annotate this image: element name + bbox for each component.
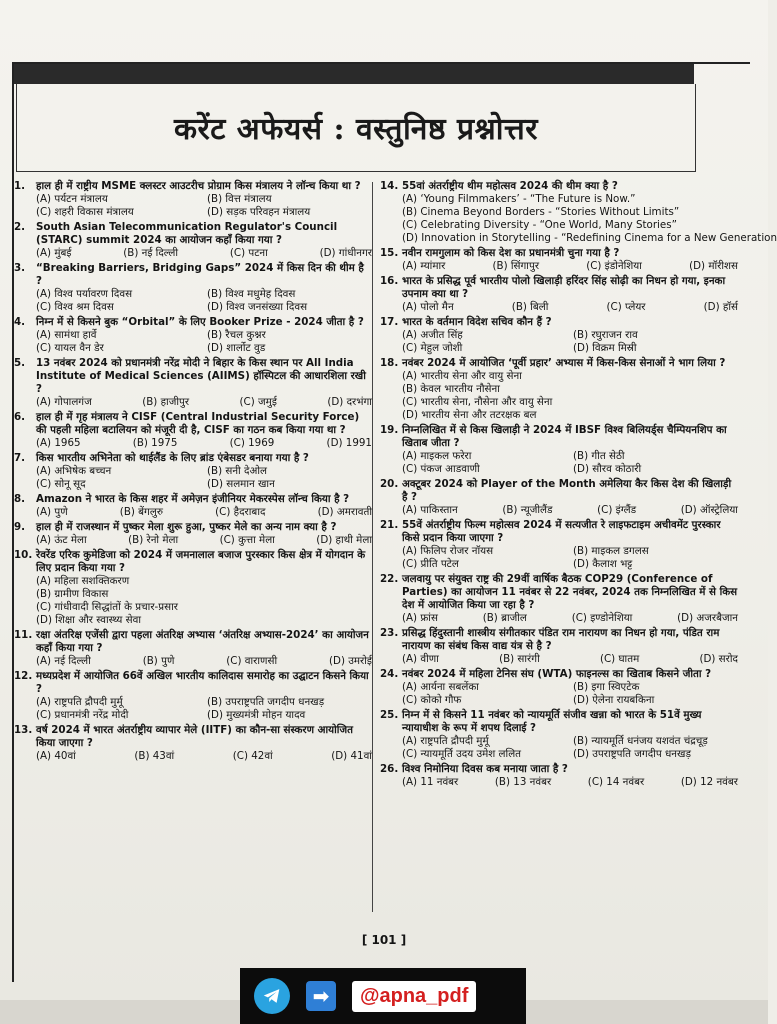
option-item: (B) रैचल कुश्नर	[207, 329, 266, 341]
question-body	[402, 424, 738, 476]
question-text: नवीन रामगुलाम को किस देश का प्रधानमंत्री चुना गया है ?	[402, 247, 620, 259]
option-item: (C) विश्व श्रम दिवस	[36, 301, 114, 313]
question-number: 5.	[14, 357, 26, 369]
option-item: (B) वित्त मंत्रालय	[207, 193, 272, 205]
question-body	[36, 357, 372, 409]
option-item: (D) 41वां	[331, 750, 372, 762]
question-number: 3.	[14, 262, 26, 274]
question-number: 1.	[14, 180, 26, 192]
option-item: (A) फिलिप रोजर नॉयस	[402, 545, 494, 557]
question-body	[36, 724, 372, 763]
option-item: (A) पाकिस्तान	[402, 504, 458, 516]
question-number: 25.	[380, 709, 399, 721]
options-list	[36, 193, 372, 219]
option-item: (D) अमरावती	[317, 506, 372, 518]
option-item: (D) सौरव कोठारी	[573, 463, 642, 475]
options-list	[402, 504, 738, 517]
question-item	[380, 247, 738, 273]
question-number: 16.	[380, 275, 399, 287]
option-item: (A) म्यांमार	[402, 260, 446, 272]
options-list	[402, 329, 738, 355]
option-item: (D) कैलाश भट्ट	[573, 558, 633, 570]
option-item: (A) गोपालगंज	[36, 396, 92, 408]
option-item: (C) वाराणसी	[226, 655, 278, 667]
question-body	[402, 357, 738, 422]
question-text: हाल ही में गृह मंत्रालय ने CISF (Central Industrial Security Force) की पहली महिला बटालियन को मंजूरी दी है, CISF का गठन कब किया गया था ?	[36, 411, 360, 436]
option-item: (A) ‘Young Filmmakers’ - “The Future is Now.”	[402, 193, 636, 205]
question-number: 8.	[14, 493, 26, 505]
question-body	[36, 180, 372, 219]
options-list	[36, 696, 372, 722]
option-item: (D) सरोद	[699, 653, 738, 665]
question-text: हाल ही में राजस्थान में पुष्कर मेला शुरू हुआ, पुष्कर मेले का अन्य नाम क्या है ?	[36, 521, 337, 533]
options-list	[402, 735, 738, 761]
title-box	[16, 84, 696, 172]
options-list	[402, 612, 738, 625]
option-item: (C) गांधीवादी सिद्धांतों के प्रचार-प्रसार	[36, 601, 178, 613]
question-number: 9.	[14, 521, 26, 533]
options-list	[402, 193, 777, 245]
question-number: 17.	[380, 316, 399, 328]
option-item: (A) सामंथा हार्वे	[36, 329, 97, 341]
question-item	[14, 452, 372, 491]
question-body	[402, 478, 738, 517]
question-text: 55वां अंतर्राष्ट्रीय थीम महोत्सव 2024 की थीम क्या है ?	[402, 180, 618, 192]
option-item: (C) प्रधानमंत्री नरेंद्र मोदी	[36, 709, 129, 721]
options-list	[36, 655, 372, 668]
option-item: (C) Celebrating Diversity - “One World, Many Stories”	[402, 219, 677, 231]
options-list	[36, 575, 372, 627]
option-item: (D) हॉर्स	[703, 301, 738, 313]
question-number: 2.	[14, 221, 26, 233]
option-item: (D) विक्रम मिस्री	[573, 342, 637, 354]
option-item: (A) अभिषेक बच्चन	[36, 465, 112, 477]
option-item: (B) बेंगलुरु	[119, 506, 163, 518]
question-text: मध्यप्रदेश में आयोजित 66वें अखिल भारतीय कालिदास समारोह का उद्घाटन किसने किया ?	[36, 670, 369, 695]
question-body	[36, 629, 372, 668]
option-item: (D) गांधीनगर	[319, 247, 372, 259]
question-body	[36, 411, 372, 450]
options-list	[36, 396, 372, 409]
option-item: (B) ग्रामीण विकास	[36, 588, 109, 600]
question-number: 23.	[380, 627, 399, 639]
option-item: (C) पटना	[229, 247, 268, 259]
question-text: निम्नलिखित में से किस खिलाड़ी ने 2024 में IBSF विश्व बिलियर्ड्स चैम्पियनशिप का खिताब जीता ?	[402, 424, 727, 449]
option-item: (B) सारंगी	[499, 653, 540, 665]
options-list	[402, 370, 738, 422]
option-item: (B) ब्राजील	[482, 612, 527, 624]
option-item: (D) ऐलेना रायबकिना	[573, 694, 655, 706]
option-item: (C) 42वां	[232, 750, 273, 762]
question-number: 4.	[14, 316, 26, 328]
options-list	[36, 288, 372, 314]
question-item	[380, 316, 738, 355]
question-item	[380, 519, 738, 571]
option-item: (D) 1991	[326, 437, 372, 449]
question-text: “Breaking Barriers, Bridging Gaps” 2024 में किस दिन की थीम है ?	[36, 262, 364, 287]
question-text: भारत के प्रसिद्ध पूर्व भारतीय पोलो खिलाड़ी हरिंदर सिंह सोढ़ी का निधन हो गया, इनका उपनाम क्या था ?	[402, 275, 726, 300]
question-item	[380, 357, 738, 422]
page-number: [ 101 ]	[361, 933, 407, 947]
option-item: (D) 12 नवंबर	[680, 776, 738, 788]
option-item: (B) पुणे	[142, 655, 175, 667]
option-item: (B) रघुराजन राव	[573, 329, 638, 341]
question-item	[14, 549, 372, 627]
question-item	[14, 521, 372, 547]
option-item: (C) प्रीति पटेल	[402, 558, 459, 570]
question-number: 15.	[380, 247, 399, 259]
options-list	[402, 545, 738, 571]
option-item: (C) प्लेयर	[606, 301, 646, 313]
right-column	[380, 180, 777, 930]
header-band	[14, 64, 694, 84]
option-item: (D) शिक्षा और स्वास्थ्य सेवा	[36, 614, 142, 626]
option-item: (D) भारतीय सेना और तटरक्षक बल	[402, 409, 537, 421]
page-title: करेंट अफेयर्स : वस्तुनिष्ठ प्रश्नोत्तर	[173, 112, 539, 147]
option-item: (A) पोलो मैन	[402, 301, 454, 313]
option-item: (A) महिला सशक्तिकरण	[36, 575, 130, 587]
question-number: 18.	[380, 357, 399, 369]
option-item: (A) वीणा	[402, 653, 439, 665]
question-body	[402, 316, 738, 355]
option-item: (A) राष्ट्रपति द्रौपदी मुर्मू	[36, 696, 123, 708]
question-item	[14, 493, 372, 519]
question-body	[36, 549, 372, 627]
options-list	[36, 506, 372, 519]
options-list	[36, 750, 372, 763]
option-item: (C) कोको गौफ	[402, 694, 462, 706]
question-item	[380, 424, 738, 476]
question-text: रक्षा अंतरिक्ष एजेंसी द्वारा पहला अंतरिक्ष अभ्यास ‘अंतरिक्ष अभ्यास-2024’ का आयोजन कहाँ किया गया ?	[36, 629, 369, 654]
question-text: जलवायु पर संयुक्त राष्ट्र की 29वीं वार्षिक बैठक COP29 (Conference of Parties) का आयोजन 11 नवंबर से 22 नवंबर, 2024 तक निम्नलिखित में से किस देश में आयोजित किया जा रहा है ?	[402, 573, 738, 611]
question-body	[402, 275, 738, 314]
options-list	[36, 534, 372, 547]
question-body	[36, 262, 372, 314]
option-item: (B) माइकल डगलस	[573, 545, 649, 557]
question-text: 55वें अंतर्राष्ट्रीय फिल्म महोत्सव 2024 में सत्यजीत रे लाइफटाइम अचीवमेंट पुरस्कार किसे प्रदान किया जाएगा ?	[402, 519, 721, 544]
option-item: (D) ऑस्ट्रेलिया	[680, 504, 738, 516]
left-column	[14, 180, 372, 930]
question-number: 12.	[14, 670, 33, 682]
option-item: (C) कुत्ता मेला	[219, 534, 275, 546]
question-body	[402, 668, 738, 707]
question-body	[36, 670, 372, 722]
option-item: (A) 11 नवंबर	[402, 776, 459, 788]
option-item: (A) पुणे	[36, 506, 68, 518]
question-item	[14, 629, 372, 668]
option-item: (A) 40वां	[36, 750, 76, 762]
option-item: (B) सनी देओल	[207, 465, 267, 477]
option-item: (B) 43वां	[134, 750, 175, 762]
option-item: (D) उमरोई	[329, 655, 372, 667]
option-item: (C) सोनू सूद	[36, 478, 86, 490]
option-item: (D) हाथी मेला	[316, 534, 372, 546]
question-text: नवंबर 2024 में आयोजित ‘पूर्वी प्रहार’ अभ्यास में किस-किस सेनाओं ने भाग लिया ?	[402, 357, 726, 369]
option-item: (C) न्यायमूर्ति उदय उमेश ललित	[402, 748, 522, 760]
option-item: (D) सड़क परिवहन मंत्रालय	[207, 206, 311, 218]
option-item: (D) मुख्यमंत्री मोहन यादव	[207, 709, 306, 721]
question-body	[36, 521, 372, 547]
question-item	[380, 709, 738, 761]
option-item: (A) ऊंट मेला	[36, 534, 87, 546]
question-body	[402, 709, 738, 761]
option-item: (B) नई दिल्ली	[123, 247, 179, 259]
option-item: (A) मुंबई	[36, 247, 72, 259]
question-body	[402, 180, 777, 245]
telegram-icon[interactable]	[254, 978, 290, 1014]
question-text: नवंबर 2024 में महिला टेनिस संघ (WTA) फाइनल्स का खिताब किसने जीता ?	[402, 668, 712, 680]
option-item: (B) Cinema Beyond Borders - “Stories Without Limits”	[402, 206, 680, 218]
arrow-right-icon: ➡	[306, 981, 336, 1011]
options-list	[402, 653, 738, 666]
option-item: (D) शार्लोट वुड	[207, 342, 266, 354]
option-item: (B) न्यायमूर्ति धनंजय यशवंत चंद्रचूड़	[573, 735, 708, 747]
option-item: (A) 1965	[36, 437, 81, 449]
question-item	[14, 262, 372, 314]
option-item: (B) न्यूजीलैंड	[502, 504, 553, 516]
channel-handle[interactable]: @apna_pdf	[352, 981, 476, 1012]
option-item: (D) मॉरीशस	[689, 260, 738, 272]
option-item: (A) माइकल फरेरा	[402, 450, 472, 462]
question-body	[402, 247, 738, 273]
option-item: (B) इगा स्विएटेक	[573, 681, 640, 693]
question-number: 6.	[14, 411, 26, 423]
question-number: 22.	[380, 573, 399, 585]
question-number: 24.	[380, 668, 399, 680]
question-item	[14, 724, 372, 763]
question-number: 11.	[14, 629, 33, 641]
column-divider	[372, 182, 373, 912]
option-item: (B) गीत सेठी	[573, 450, 625, 462]
question-body	[36, 221, 372, 260]
question-item	[380, 668, 738, 707]
question-number: 13.	[14, 724, 33, 736]
option-item: (B) रेनो मेला	[128, 534, 179, 546]
option-item: (D) सलमान खान	[207, 478, 275, 490]
option-item: (C) इंडोनेशिया	[586, 260, 642, 272]
option-item: (C) जमुई	[239, 396, 277, 408]
options-list	[402, 681, 738, 707]
option-item: (C) 14 नवंबर	[587, 776, 645, 788]
option-item: (C) इंग्लैंड	[597, 504, 637, 516]
question-number: 21.	[380, 519, 399, 531]
option-item: (B) सिंगापुर	[492, 260, 540, 272]
options-list	[402, 450, 738, 476]
question-text: प्रसिद्ध हिंदुस्तानी शास्त्रीय संगीतकार पंडित राम नारायण का निधन हो गया, पंडित राम नारायण का संबंध किस वाद्य यंत्र से है ?	[402, 627, 720, 652]
question-item	[380, 275, 738, 314]
question-body	[402, 519, 738, 571]
question-body	[402, 627, 738, 666]
question-number: 26.	[380, 763, 399, 775]
option-item: (A) फ्रांस	[402, 612, 438, 624]
question-body	[36, 452, 372, 491]
question-item	[380, 478, 738, 517]
question-item	[14, 357, 372, 409]
option-item: (A) राष्ट्रपति द्रौपदी मुर्मू	[402, 735, 489, 747]
options-list	[402, 260, 738, 273]
options-list	[36, 465, 372, 491]
question-text: हाल ही में राष्ट्रीय MSME क्लस्टर आउटरीच प्रोग्राम किस मंत्रालय ने लॉन्च किया था ?	[36, 180, 361, 192]
option-item: (B) उपराष्ट्रपति जगदीप धनखड़	[207, 696, 325, 708]
question-body	[36, 316, 372, 355]
option-item: (C) घातम	[599, 653, 640, 665]
question-number: 14.	[380, 180, 399, 192]
options-list	[402, 301, 738, 314]
question-number: 10.	[14, 549, 33, 561]
option-item: (C) शहरी विकास मंत्रालय	[36, 206, 134, 218]
question-body	[402, 573, 738, 625]
option-item: (C) मेहुल जोशी	[402, 342, 463, 354]
option-item: (D) दरभंगा	[327, 396, 372, 408]
option-item: (C) भारतीय सेना, नौसेना और वायु सेना	[402, 396, 553, 408]
question-text: 13 नवंबर 2024 को प्रधानमंत्री नरेंद्र मोदी ने बिहार के किस स्थान पर All India Institute of Medical Sciences (AIIMS) हॉस्पिटल की आधारशिला रखी ?	[36, 357, 366, 395]
question-text: विश्व निमोनिया दिवस कब मनाया जाता है ?	[402, 763, 568, 775]
option-item: (D) अजरबैजान	[677, 612, 738, 624]
option-item: (B) केवल भारतीय नौसेना	[402, 383, 500, 395]
question-text: निम्न में से किसने बुक “Orbital” के लिए Booker Prize - 2024 जीता है ?	[36, 316, 364, 328]
question-item	[380, 180, 777, 245]
option-item: (B) बिली	[511, 301, 549, 313]
option-item: (B) 1975	[132, 437, 178, 449]
option-item: (A) पर्यटन मंत्रालय	[36, 193, 108, 205]
option-item: (C) यायल वैन डेर	[36, 342, 104, 354]
option-item: (C) हैदराबाद	[215, 506, 266, 518]
brand-banner[interactable]	[240, 968, 526, 1024]
option-item: (A) अजीत सिंह	[402, 329, 463, 341]
option-item: (A) नई दिल्ली	[36, 655, 91, 667]
question-item	[380, 627, 738, 666]
option-item: (C) पंकज आडवाणी	[402, 463, 480, 475]
option-item: (B) हाजीपुर	[142, 396, 190, 408]
question-item	[14, 180, 372, 219]
options-list	[36, 247, 372, 260]
question-text: वर्ष 2024 में भारत अंतर्राष्ट्रीय व्यापार मेले (IITF) का कौन-सा संस्करण आयोजित किया जाएगा ?	[36, 724, 353, 749]
options-list	[36, 437, 372, 450]
options-list	[36, 329, 372, 355]
option-item: (C) इण्डोनेशिया	[571, 612, 633, 624]
question-text: भारत के वर्तमान विदेश सचिव कौन हैं ?	[402, 316, 552, 328]
question-item	[14, 411, 372, 450]
question-item	[380, 763, 738, 789]
question-text: निम्न में से किसने 11 नवंबर को न्यायमूर्ति संजीव खन्ना को भारत के 51वें मुख्य न्यायाधीश के रूप में शपथ दिलाई ?	[402, 709, 702, 734]
question-body	[36, 493, 372, 519]
question-body	[402, 763, 738, 789]
option-item: (D) विश्व जनसंख्या दिवस	[207, 301, 308, 313]
option-item: (B) 13 नवंबर	[494, 776, 552, 788]
question-text: अक्टूबर 2024 को Player of the Month अमेलिया कैर किस देश की खिलाड़ी है ?	[402, 478, 732, 503]
option-item: (A) विश्व पर्यावरण दिवस	[36, 288, 133, 300]
option-item: (B) विश्व मधुमेह दिवस	[207, 288, 296, 300]
option-item: (D) उपराष्ट्रपति जगदीप धनखड़	[573, 748, 691, 760]
question-number: 20.	[380, 478, 399, 490]
options-list	[402, 776, 738, 789]
question-item	[14, 221, 372, 260]
question-number: 19.	[380, 424, 399, 436]
question-item	[380, 573, 738, 625]
question-item	[14, 670, 372, 722]
option-item: (C) 1969	[229, 437, 275, 449]
option-item: (A) भारतीय सेना और वायु सेना	[402, 370, 522, 382]
question-text: Amazon ने भारत के किस शहर में अमेज़न इंजीनियर मेकरस्पेस लॉन्च किया है ?	[36, 493, 350, 505]
question-number: 7.	[14, 452, 26, 464]
question-text: किस भारतीय अभिनेता को थाईलैंड के लिए ब्रांड एंबेसडर बनाया गया है ?	[36, 452, 309, 464]
question-text: South Asian Telecommunication Regulator's Council (STARC) summit 2024 का आयोजन कहाँ किया गया ?	[36, 221, 338, 246]
option-item: (D) Innovation in Storytelling - “Redefining Cinema for a New Generation	[402, 232, 777, 244]
option-item: (A) आर्यना सबलेंका	[402, 681, 479, 693]
question-text: रेवरेंड एरिक कुमेडिजा को 2024 में जमनालाल बजाज पुरस्कार किस क्षेत्र में योगदान के लिए प्रदान किया गया ?	[36, 549, 366, 574]
question-item	[14, 316, 372, 355]
